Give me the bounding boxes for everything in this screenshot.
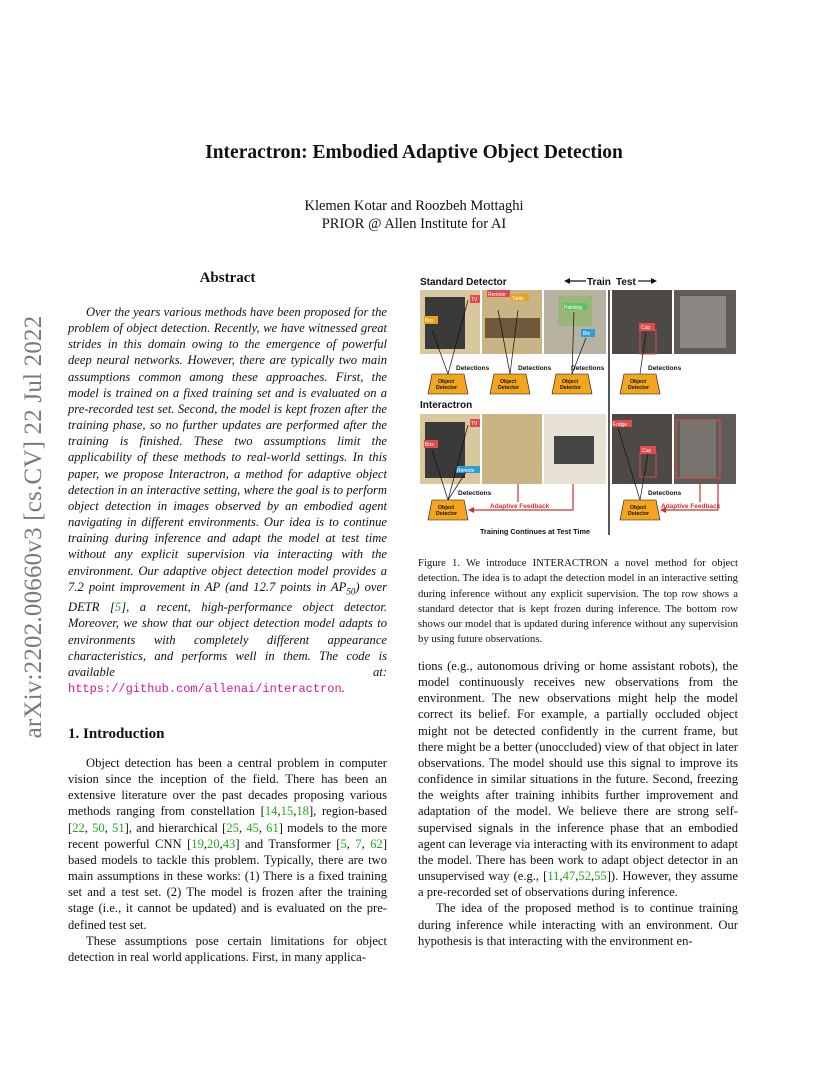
authors: Klemen Kotar and Roozbeh Mottaghi bbox=[304, 198, 524, 214]
right-column-body bbox=[418, 658, 738, 949]
adaptive-feedback-arrowhead bbox=[468, 507, 474, 513]
scene-image bbox=[680, 420, 716, 478]
test-arrow-head bbox=[651, 278, 657, 284]
intro-paragraph: Object detection has been a central problem in computer vision since the inception of the field. There has been an extensive literature over the past decades proposing various methods ranging from constellation [14,15,18], region-based [22, 50, 51], and hierarchical [25, 45, 61] models to the more recent powerful CNN [19,20,43] and Transformer [5, 7, 62] based models to tackle this problem. Typically, there are two main assumptions in these works: (1) There is a fixed training set and a test set. (2) The model is frozen after the training stage (i.e., it cannot be updated) and is evaluated on the pre-defined test set. bbox=[68, 756, 388, 932]
tag-remote-label: Remote bbox=[488, 292, 506, 298]
object-detector-block bbox=[428, 500, 468, 520]
object-detector-block bbox=[428, 374, 468, 394]
intro-paragraph: These assumptions pose certain limitations for object detection in real world applications. First, in many applica- bbox=[68, 933, 387, 964]
tag-tv-label: TV bbox=[471, 421, 478, 427]
train-label: Train bbox=[587, 277, 611, 288]
tag-box-label: Box bbox=[425, 318, 434, 324]
top-row-images bbox=[420, 290, 736, 354]
svg-text:Object: Object bbox=[630, 505, 647, 511]
adaptive-feedback-label: Adaptive Feedback bbox=[490, 503, 550, 510]
abstract-body bbox=[68, 304, 387, 697]
test-label: Test bbox=[616, 277, 636, 288]
object-detector-block bbox=[490, 374, 530, 394]
detections-label: Detections bbox=[456, 365, 490, 372]
svg-text:Object: Object bbox=[630, 379, 647, 385]
intro-body bbox=[68, 755, 387, 965]
scene-image bbox=[612, 290, 672, 354]
object-detector-block bbox=[620, 374, 660, 394]
object-detector-block bbox=[552, 374, 592, 394]
training-continues-label: Training Continues at Test Time bbox=[480, 527, 591, 536]
svg-text:Detector: Detector bbox=[628, 385, 650, 391]
tag-cup-label: Cup bbox=[641, 325, 651, 331]
standard-detector-label: Standard Detector bbox=[420, 277, 507, 288]
scene-image bbox=[680, 296, 726, 348]
object-detector-block bbox=[620, 500, 660, 520]
scene-image bbox=[482, 414, 542, 484]
abstract-heading: Abstract bbox=[199, 270, 256, 286]
svg-text:Detector: Detector bbox=[628, 511, 650, 517]
detections-label: Detections bbox=[518, 365, 552, 372]
svg-text:Detector: Detector bbox=[560, 385, 582, 391]
svg-text:Object: Object bbox=[500, 379, 517, 385]
detections-label: Detections bbox=[648, 490, 682, 497]
author-block bbox=[0, 197, 828, 233]
tag-remote-label: Remote bbox=[457, 468, 475, 474]
tag-painting-label: Painting bbox=[564, 305, 583, 311]
tag-fridge-label: Fridge bbox=[613, 422, 628, 428]
intro-heading: 1. Introduction bbox=[68, 726, 165, 742]
abstract-paragraph: Over the years various methods have been proposed for the problem of object detection. Recently, we have witnessed great strides in this domain owing to the emergence of powerful deep neural networks. However, there are typically two main assumptions common among these approaches. First, the model is trained on a fixed training set and is evaluated on a pre-recorded test set. Second, the model is kept frozen after the training phase, so no further updates are performed after the training is finished. These two assumptions limit the applicability of these methods to real-world settings. In this paper, we propose Interactron, a method for adaptive object detection in an interactive setting, where the goal is to perform object detection in images observed by an embodied agent navigating in different environments. Our idea is to continue training during inference and adapt the model at test time without any explicit supervision via interacting with the environment. Our adaptive object detection model provides a 7.2 point improvement in AP (and 12.7 points in $AP_{50}$) over DETR [5], a recent, high-performance object detector. Moreover, we show that our object detection model adapts to environments with completely different appearance characteristics, and performs well in them. The code is available at: https://github.com/allenai/interactron. bbox=[68, 305, 387, 697]
tag-box-label: Box bbox=[425, 442, 434, 448]
svg-text:Detector: Detector bbox=[436, 511, 458, 517]
paper-title: Interactron: Embodied Adaptive Object Detection bbox=[205, 142, 623, 163]
detections-label: Detections bbox=[458, 490, 492, 497]
figure-caption: Figure 1. We introduce INTERACTRON a novel method for object detection. The idea is to adapt the detection model in an interactive setting during inference without any explicit supervision. The top row shows a standard detector that is kept frozen during inference. The bottom row shows our model that is updated during inference without any supervision by using future observations. bbox=[418, 557, 738, 646]
svg-text:Detector: Detector bbox=[436, 385, 458, 391]
body-paragraph: The idea of the proposed method is to continue training during inference while interacting with an environment. Our hypothesis is that interacting with the environment en- bbox=[418, 901, 738, 948]
svg-text:Detector: Detector bbox=[498, 385, 520, 391]
svg-text:Object: Object bbox=[438, 379, 455, 385]
scene-image bbox=[554, 436, 594, 464]
tag-cup-label: Cup bbox=[642, 448, 652, 454]
interactron-label: Interactron bbox=[420, 400, 473, 411]
tag-table-label: Table bbox=[512, 296, 524, 302]
code-link[interactable]: https://github.com/allenai/interactron bbox=[68, 682, 342, 697]
arxiv-sidebar-stamp: arXiv:2202.00660v3 [cs.CV] 22 Jul 2022 bbox=[20, 315, 47, 739]
body-paragraph: tions (e.g., autonomous driving or home assistant robots), the model continuously receives new observations from the environment. The new observations might help the model correct its belief. For example, a partially occluded object might not be detected confidently in the current frame, but there might be a better (unoccluded) view of that object in later observations. The model should use this signal to improve its confidence in similar situations in the future. Second, freezing the weights after training inhibits further improvement and adaptation of the model. We believe there are strong self-supervised signals in the inference phase that an embodied agent can leverage via interacting with its environment to adapt the model. There has been work to adapt object detector in an unsupervised way (e.g., [11,47,52,55]). However, they assume a pre-recorded set of observations during inference. bbox=[418, 659, 738, 900]
tag-bin-label: Bin bbox=[583, 331, 591, 337]
svg-text:Object: Object bbox=[562, 379, 579, 385]
train-arrow-head bbox=[564, 278, 570, 284]
scene-image bbox=[558, 296, 592, 326]
figure-1 bbox=[418, 270, 738, 542]
detections-label: Detections bbox=[571, 365, 605, 372]
affiliation: PRIOR @ Allen Institute for AI bbox=[321, 216, 507, 232]
detections-label: Detections bbox=[648, 365, 682, 372]
tag-tv-label: TV bbox=[471, 297, 478, 303]
scene-image bbox=[485, 318, 540, 338]
svg-text:Object: Object bbox=[438, 505, 455, 511]
adaptive-feedback-label: Adaptive Feedback bbox=[661, 503, 721, 510]
